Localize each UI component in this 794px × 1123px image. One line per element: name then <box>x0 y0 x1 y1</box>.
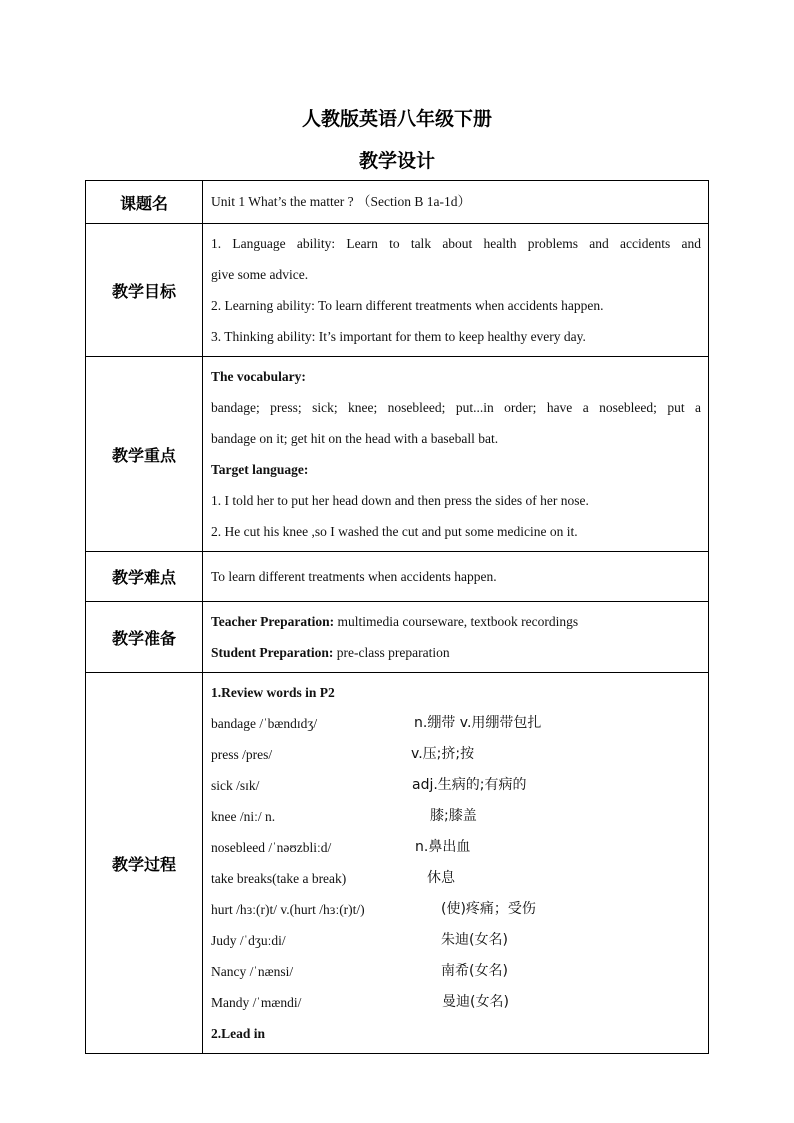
vocab-meaning: 南希(女名) <box>441 963 508 979</box>
document-subtitle: 教学设计 <box>358 150 435 172</box>
vocab-item-press <box>211 739 701 770</box>
topic-value: Unit 1 What’s the matter ? （Section B 1a-1d） <box>211 194 471 209</box>
vocab-meaning: (使)疼痛；受伤 <box>441 901 536 917</box>
vocab-item-mandy <box>211 987 701 1018</box>
key-points-row <box>86 357 709 552</box>
vocab-word: sick /sɪk/ <box>211 778 260 793</box>
vocabulary-heading: The vocabulary: <box>211 369 306 384</box>
objective-3: 3. Thinking ability: It’s important for them to keep healthy every day. <box>211 329 586 344</box>
preparation-row <box>86 602 709 673</box>
vocab-meaning: 休息 <box>427 870 455 886</box>
vocab-word: bandage /ˈbændɪdʒ/ <box>211 716 318 731</box>
vocab-word: Nancy /ˈnænsi/ <box>211 964 294 979</box>
teacher-preparation-value: multimedia courseware, textbook recordings <box>334 614 579 629</box>
vocab-item-judy <box>211 925 701 956</box>
vocab-meaning: 朱迪(女名) <box>441 932 508 948</box>
vocab-item-knee <box>211 801 701 832</box>
student-preparation-label: Student Preparation: <box>211 645 334 660</box>
target-language-line-1: 1. I told her to put her head down and then press the sides of her nose. <box>211 493 589 508</box>
difficulties-label: 教学难点 <box>86 552 203 602</box>
lesson-plan-table <box>85 180 709 1054</box>
vocabulary-line-2: bandage on it; get hit on the head with a baseball bat. <box>211 431 499 446</box>
vocab-meaning: n.鼻出血 <box>415 839 471 855</box>
topic-row <box>86 181 709 224</box>
objective-2: 2. Learning ability: To learn different treatments when accidents happen. <box>211 298 604 313</box>
vocab-meaning: 膝;膝盖 <box>430 808 477 824</box>
vocab-meaning: 曼迪(女名) <box>442 994 509 1010</box>
teacher-preparation-label: Teacher Preparation: <box>211 614 335 629</box>
vocab-item-take-breaks <box>211 863 701 894</box>
objectives-row <box>86 224 709 357</box>
vocab-word: Mandy /ˈmændi/ <box>211 995 302 1010</box>
vocab-item-bandage <box>211 708 701 739</box>
objectives-label: 教学目标 <box>86 224 203 357</box>
document-title: 人教版英语八年级下册 <box>301 108 492 130</box>
vocab-item-nosebleed <box>211 832 701 863</box>
vocab-word: knee /niː/ n. <box>211 809 276 824</box>
student-preparation-value: pre-class preparation <box>333 645 450 660</box>
vocab-item-nancy <box>211 956 701 987</box>
vocab-word: take breaks(take a break) <box>211 871 347 886</box>
student-preparation <box>211 637 701 668</box>
key-points-label: 教学重点 <box>86 357 203 552</box>
vocab-meaning: adj.生病的;有病的 <box>412 777 527 793</box>
vocab-meaning: v.压;挤;按 <box>411 746 475 762</box>
vocab-meaning: n.绷带 v.用绷带包扎 <box>414 715 542 731</box>
process-row <box>86 673 709 1054</box>
lead-in-heading: 2.Lead in <box>211 1026 266 1041</box>
target-language-heading: Target language: <box>211 462 309 477</box>
vocab-word: hurt /hɜː(r)t/ v.(hurt /hɜː(r)t/) <box>211 902 365 917</box>
target-language-line-2: 2. He cut his knee ,so I washed the cut and put some medicine on it. <box>211 524 578 539</box>
vocab-item-hurt <box>211 894 701 925</box>
vocab-item-sick <box>211 770 701 801</box>
topic-label: 课题名 <box>86 181 203 224</box>
review-words-heading: 1.Review words in P2 <box>211 685 335 700</box>
teacher-preparation <box>211 606 701 637</box>
objective-1-line-b: give some advice. <box>211 267 309 282</box>
difficulties-value: To learn different treatments when accidents happen. <box>211 568 497 584</box>
vocab-word: Judy /ˈdʒuːdi/ <box>211 933 286 948</box>
vocab-word: nosebleed /ˈnəʊzbliːd/ <box>211 840 332 855</box>
vocabulary-line-1: bandage; press; sick; knee; nosebleed; put...in order; have a nosebleed; put a <box>211 400 701 415</box>
preparation-label: 教学准备 <box>86 602 203 673</box>
objective-1-line-a: 1. Language ability: Learn to talk about health problems and accidents and <box>211 236 701 251</box>
vocab-word: press /pres/ <box>211 747 273 762</box>
difficulties-row <box>86 552 709 602</box>
process-label: 教学过程 <box>86 673 203 1054</box>
